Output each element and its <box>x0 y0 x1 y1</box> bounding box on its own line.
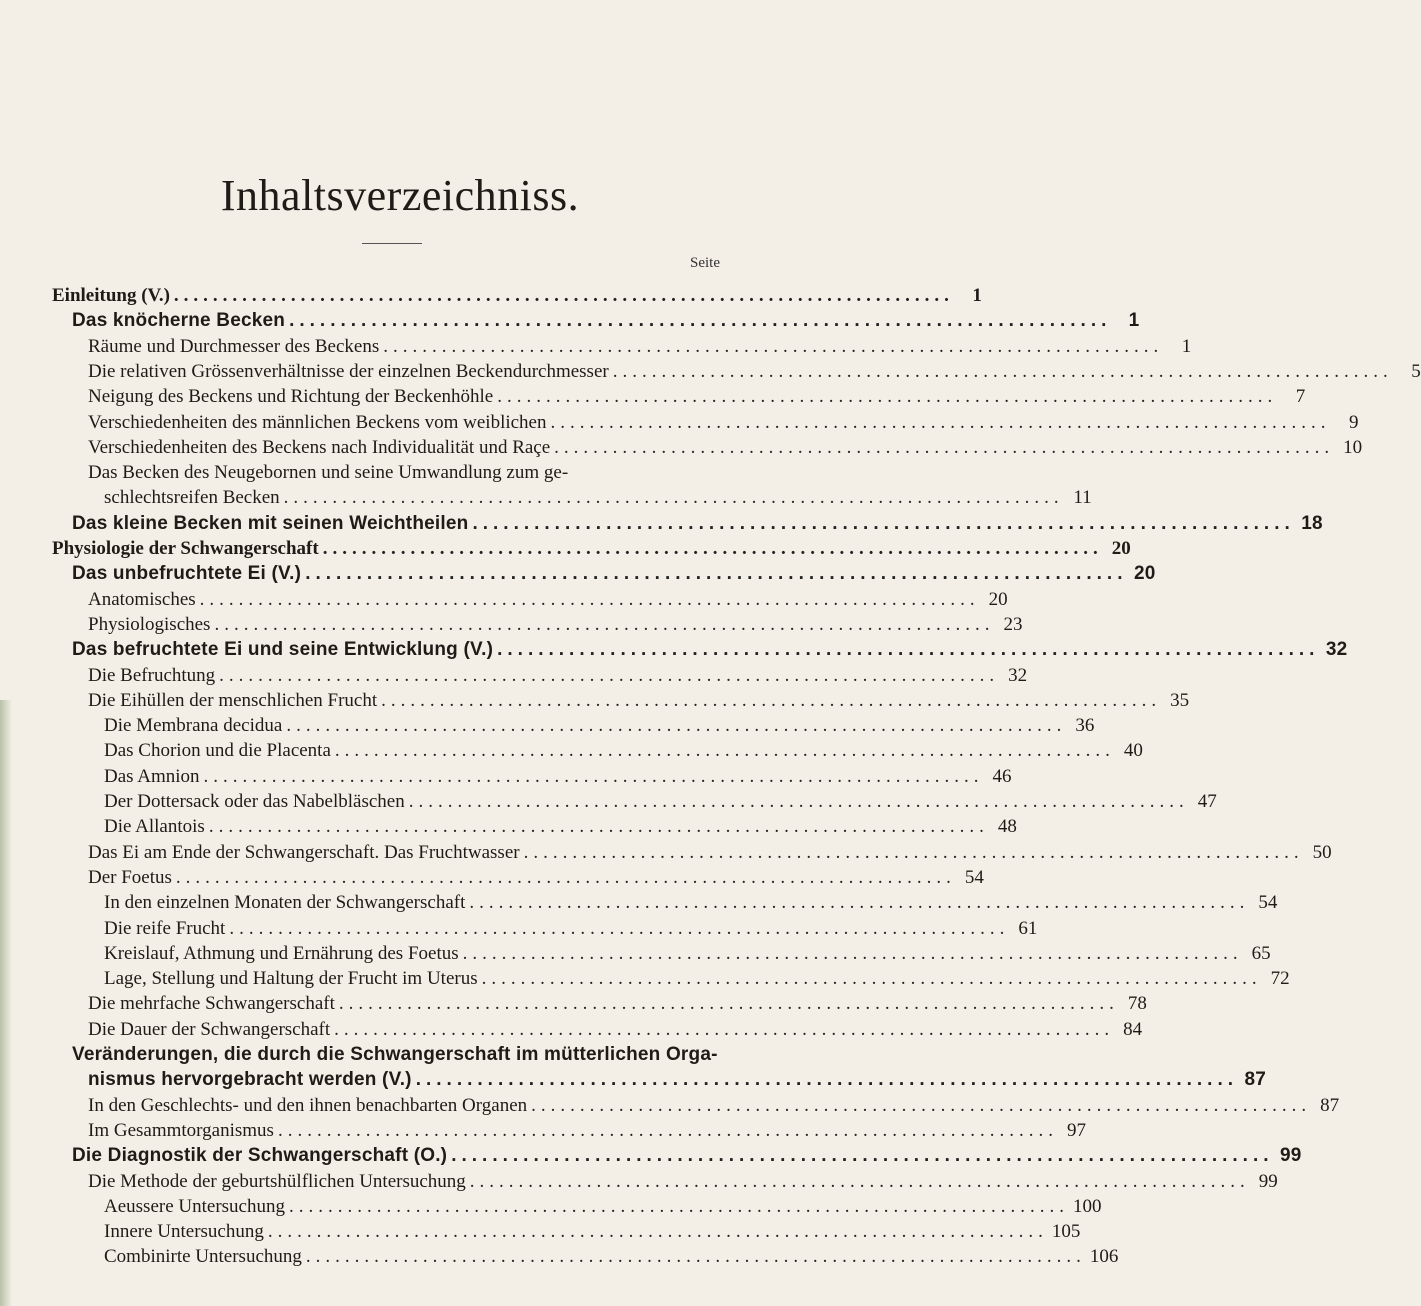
toc-entry-page-number: 50 <box>1312 841 1332 863</box>
toc-entry <box>52 283 982 308</box>
dot-leader: ................................................................................ <box>334 1018 1115 1040</box>
dot-leader: ................................................................................ <box>481 968 1262 990</box>
page-title: Inhaltsverzeichniss. <box>220 171 580 220</box>
toc-entry-title: Die Methode der geburtshülflichen Untersuchung <box>88 1170 466 1192</box>
toc-entry-title: Das kleine Becken mit seinen Weichtheilen <box>72 512 469 534</box>
toc-entry-page-number: 36 <box>1075 715 1095 737</box>
toc-entry <box>88 359 1421 384</box>
toc-entry-page-number: 32 <box>1008 664 1028 686</box>
toc-entry-page-number: 78 <box>1127 993 1147 1015</box>
dot-leader: ................................................................................ <box>214 613 995 635</box>
toc-entry-title: Das Ei am Ende der Schwangerschaft. Das Fruchtwasser <box>88 841 520 863</box>
toc-entry <box>104 764 1012 789</box>
toc-entry <box>104 738 1143 763</box>
dot-leader: ................................................................................ <box>175 866 956 888</box>
toc-entry-title: Das unbefruchtete Ei (V.) <box>72 563 302 585</box>
toc-entry <box>52 536 1131 561</box>
toc-entry-title: Die Befruchtung <box>88 664 216 686</box>
dot-leader: ................................................................................ <box>469 892 1250 914</box>
toc-entry-page-number: 105 <box>1051 1221 1081 1243</box>
page-edge-shadow <box>0 700 12 1306</box>
toc-entry-page-number: 5 <box>1411 360 1421 382</box>
toc-entry <box>72 561 1156 586</box>
toc-entry-title: Die Eihüllen der menschlichen Frucht <box>88 689 378 711</box>
toc-entry-title: In den einzelnen Monaten der Schwangerschaft <box>104 892 466 914</box>
toc-entry-page-number: 99 <box>1258 1170 1278 1192</box>
toc-entry-title: Das Amnion <box>104 765 200 787</box>
dot-leader: ................................................................................ <box>554 436 1335 458</box>
toc-entry <box>88 663 1028 688</box>
toc-entry-title: Veränderungen, die durch die Schwangerschaft im mütterlichen Orga- <box>72 1044 718 1065</box>
toc-entry-title: Lage, Stellung und Haltung der Frucht im Uterus <box>104 968 478 990</box>
toc-entry-page-number: 47 <box>1197 791 1217 812</box>
toc-entry-page-number: 48 <box>997 816 1017 838</box>
toc-entry-title: Die Dauer der Schwangerschaft <box>88 1018 331 1040</box>
toc-entry-title: Die Membrana decidua <box>104 715 283 737</box>
toc-entry <box>88 410 1359 435</box>
toc-entry-title: Einleitung (V.) <box>52 285 170 306</box>
toc-entry-title: Der Foetus <box>88 866 172 888</box>
dot-leader: ................................................................................ <box>334 740 1115 762</box>
toc-entry <box>104 941 1271 966</box>
toc-entry-page-number: 87 <box>1320 1094 1340 1116</box>
toc-entry <box>104 713 1095 738</box>
toc-entry <box>88 1093 1340 1118</box>
toc-entry-page-number: 84 <box>1123 1018 1143 1040</box>
page-column-label: Seite <box>690 255 720 271</box>
toc-entry-page-number: 54 <box>1258 892 1278 914</box>
toc-entry-title: Die Diagnostik der Schwangerschaft (O.) <box>72 1145 448 1167</box>
toc-entry-title: schlechtsreifen Becken <box>104 487 280 509</box>
dot-leader: ................................................................................ <box>415 1069 1239 1091</box>
toc-entry-page-number: 32 <box>1325 639 1348 661</box>
dot-leader: ................................................................................ <box>497 386 1278 408</box>
toc-entry-page-number: 97 <box>1066 1119 1086 1141</box>
dot-leader: ................................................................................ <box>289 310 1112 332</box>
dot-leader: ................................................................................ <box>408 791 1189 812</box>
dot-leader: ................................................................................ <box>267 1221 1048 1243</box>
dot-leader: ................................................................................ <box>173 285 954 306</box>
toc-entry-title: Innere Untersuchung <box>104 1221 264 1243</box>
dot-leader: ................................................................................ <box>381 689 1162 711</box>
toc-entry <box>88 384 1306 409</box>
toc-entry-page-number: 100 <box>1072 1195 1102 1217</box>
dot-leader: ................................................................................ <box>203 765 984 787</box>
toc-entry-title: Die mehrfache Schwangerschaft <box>88 993 335 1015</box>
toc-entry-page-number: 65 <box>1251 942 1271 964</box>
toc-entry-page-number: 99 <box>1279 1145 1302 1167</box>
toc-entry-page-number: 20 <box>988 588 1008 610</box>
toc-entry-page-number: 1 <box>972 285 982 306</box>
dot-leader: ................................................................................ <box>338 993 1119 1015</box>
toc-entry-page-number: 61 <box>1018 917 1038 939</box>
toc-entry-page-number: 20 <box>1111 538 1131 559</box>
toc-entry-title: Verschiedenheiten des männlichen Beckens vom weiblichen <box>88 411 547 433</box>
toc-entry <box>104 1244 1119 1269</box>
toc-entry-page-number: 72 <box>1270 968 1290 990</box>
toc-entry <box>88 688 1190 713</box>
toc-entry <box>104 485 1092 510</box>
toc-entry-title: Das Chorion und die Placenta <box>104 740 331 762</box>
dot-leader: ................................................................................ <box>288 1195 1069 1217</box>
toc-entry <box>104 1194 1102 1219</box>
toc-entry-page-number: 10 <box>1343 436 1363 458</box>
toc-entry-title: Anatomisches <box>88 588 196 610</box>
toc-entry <box>72 1042 718 1067</box>
toc-entry-title: Das Becken des Neugebornen und seine Umwandlung zum ge- <box>88 462 569 484</box>
toc-entry-page-number: 7 <box>1295 386 1306 408</box>
toc-entry-title: Räume und Durchmesser des Beckens <box>88 335 380 357</box>
toc-entry <box>72 1143 1302 1168</box>
dot-leader: ................................................................................ <box>383 335 1164 357</box>
toc-entry <box>104 890 1278 915</box>
toc-entry-page-number: 20 <box>1133 563 1156 585</box>
toc-entry-title: Aeussere Untersuchung <box>104 1195 285 1217</box>
toc-entry-title: Kreislauf, Athmung und Ernährung des Foetus <box>104 942 459 964</box>
dot-leader: ................................................................................ <box>199 588 980 610</box>
toc-entry-title: In den Geschlechts- und den ihnen benachbarten Organen <box>88 1094 528 1116</box>
dot-leader: ................................................................................ <box>531 1094 1312 1116</box>
dot-leader: ................................................................................ <box>469 1170 1250 1192</box>
toc-entry-title: Das befruchtete Ei und seine Entwicklung (V.) <box>72 639 494 661</box>
toc-entry-page-number: 1 <box>1181 335 1192 357</box>
toc-entry-page-number: 54 <box>964 866 984 888</box>
toc-entry-title: Neigung des Beckens und Richtung der Beckenhöhle <box>88 386 494 408</box>
toc-entry <box>88 1067 1267 1092</box>
dot-leader: ................................................................................ <box>497 639 1320 661</box>
toc-entry <box>72 308 1140 333</box>
toc-entry <box>104 916 1038 941</box>
dot-leader: ................................................................................ <box>472 512 1295 534</box>
toc-entry-page-number: 11 <box>1073 487 1092 509</box>
dot-leader: ................................................................................ <box>462 942 1243 964</box>
toc-entry-title: Physiologisches <box>88 613 211 635</box>
dot-leader: ................................................................................ <box>286 715 1067 737</box>
toc-entry-page-number: 35 <box>1170 689 1190 711</box>
toc-entry <box>88 612 1023 637</box>
dot-leader: ................................................................................ <box>277 1119 1058 1141</box>
toc-entry-title: Die Allantois <box>104 816 205 838</box>
toc-entry <box>88 334 1192 359</box>
toc-entry-title: Combinirte Untersuchung <box>104 1246 302 1268</box>
dot-leader: ................................................................................ <box>612 360 1393 382</box>
toc-entry-title: Verschiedenheiten des Beckens nach Individualität und Raçe <box>88 436 551 458</box>
toc-entry <box>88 991 1147 1016</box>
toc-entry-title: Der Dottersack oder das Nabelbläschen <box>104 791 405 812</box>
toc-entry <box>88 460 568 485</box>
toc-entry-title: Physiologie der Schwangerschaft <box>52 538 319 559</box>
toc-entry-title: Das knöcherne Becken <box>72 310 286 332</box>
toc-entry-title: Im Gesammtorganismus <box>88 1119 274 1141</box>
toc-entry <box>72 511 1323 536</box>
toc-entry-title: Die reife Frucht <box>104 917 226 939</box>
toc-entry-page-number: 9 <box>1349 411 1359 433</box>
toc-entry <box>88 587 1008 612</box>
dot-leader: ................................................................................ <box>523 841 1304 863</box>
toc-entry <box>88 865 984 890</box>
toc-entry-page-number: 46 <box>992 765 1012 787</box>
toc-entry <box>88 1118 1086 1143</box>
toc-entry-title: nismus hervorgebracht werden (V.) <box>88 1069 412 1091</box>
toc-entry <box>88 1017 1143 1042</box>
toc-entry-page-number: 87 <box>1244 1069 1267 1091</box>
dot-leader: ................................................................................ <box>451 1145 1274 1167</box>
toc-entry <box>88 435 1363 460</box>
dot-leader: ................................................................................ <box>208 816 989 838</box>
toc-entry <box>88 840 1332 865</box>
dot-leader: ................................................................................ <box>305 1246 1086 1268</box>
toc-entry-page-number: 40 <box>1123 740 1143 762</box>
toc-entry-page-number: 18 <box>1301 512 1323 534</box>
dot-leader: ................................................................................ <box>305 563 1128 585</box>
dot-leader: ................................................................................ <box>229 917 1010 939</box>
toc-entry <box>104 789 1217 814</box>
dot-leader: ................................................................................ <box>550 411 1331 433</box>
toc-entry <box>88 1169 1278 1194</box>
dot-leader: ................................................................................ <box>219 664 1000 686</box>
toc-entry <box>72 637 1348 662</box>
toc-entry-page-number: 106 <box>1089 1246 1119 1268</box>
toc-entry <box>104 1219 1081 1244</box>
title-rule <box>362 243 422 244</box>
toc-entry-title: Die relativen Grössenverhältnisse der einzelnen Beckendurchmesser <box>88 360 609 382</box>
toc-entry-page-number: 1 <box>1128 310 1140 332</box>
dot-leader: ................................................................................ <box>322 538 1103 559</box>
toc-entry <box>104 814 1017 839</box>
dot-leader: ................................................................................ <box>283 487 1064 509</box>
toc-entry-page-number: 23 <box>1003 613 1023 635</box>
toc-entry <box>104 966 1290 991</box>
